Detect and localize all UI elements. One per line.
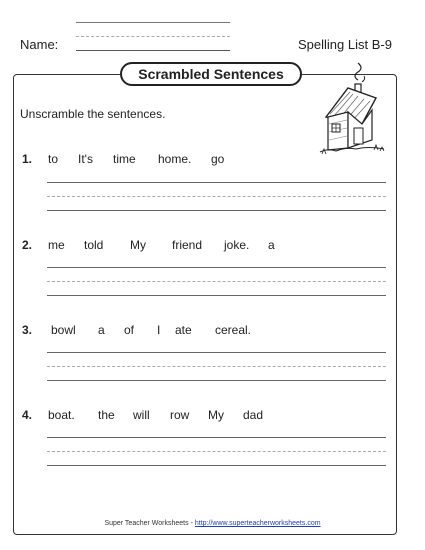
- answer-line-dashed: [47, 196, 386, 197]
- word: a: [98, 323, 105, 337]
- word: ate: [175, 323, 192, 337]
- word: bowl: [51, 323, 76, 337]
- word: friend: [172, 238, 203, 252]
- answer-line[interactable]: [47, 437, 386, 438]
- word: a: [268, 238, 275, 252]
- answer-line[interactable]: [47, 352, 386, 353]
- answer-line-dashed: [47, 366, 386, 367]
- word: My: [208, 408, 224, 422]
- question-number: 4.: [22, 408, 33, 422]
- word: of: [124, 323, 135, 337]
- word: My: [130, 238, 146, 252]
- word: row: [170, 408, 190, 422]
- question-number: 2.: [22, 238, 33, 252]
- worksheet-title: Scrambled Sentences: [120, 62, 302, 86]
- word: will: [133, 408, 150, 422]
- word: me: [48, 238, 65, 252]
- question-number: 1.: [22, 152, 33, 166]
- name-label: Name:: [20, 37, 59, 52]
- word: dad: [243, 408, 264, 422]
- word: to: [48, 152, 59, 166]
- word: told: [84, 238, 104, 252]
- instructions: Unscramble the sentences.: [20, 107, 166, 121]
- name-line-top: [76, 22, 230, 23]
- footer-site-name: Super Teacher Worksheets: [104, 520, 189, 527]
- word: time: [113, 152, 136, 166]
- answer-line[interactable]: [47, 182, 386, 183]
- name-line-dash: [76, 36, 230, 37]
- answer-line-dashed: [47, 451, 386, 452]
- footer: [0, 520, 425, 527]
- answer-line[interactable]: [47, 465, 386, 466]
- answer-line[interactable]: [47, 210, 386, 211]
- answer-line-dashed: [47, 281, 386, 282]
- answer-line[interactable]: [47, 380, 386, 381]
- word: home.: [158, 152, 192, 166]
- footer-separator: -: [190, 520, 193, 527]
- word: I: [157, 323, 161, 337]
- word: cereal.: [215, 323, 252, 337]
- question-number: 3.: [22, 323, 33, 337]
- word: joke.: [224, 238, 250, 252]
- word: the: [98, 408, 115, 422]
- name-field-line[interactable]: [76, 50, 230, 51]
- word: It's: [78, 152, 93, 166]
- spelling-list-label: Spelling List B-9: [298, 37, 392, 52]
- word: go: [211, 152, 225, 166]
- answer-line[interactable]: [47, 267, 386, 268]
- house-icon: [318, 62, 388, 162]
- answer-line[interactable]: [47, 295, 386, 296]
- footer-link[interactable]: http://www.superteacherworksheets.com: [194, 520, 321, 527]
- word: boat.: [48, 408, 75, 422]
